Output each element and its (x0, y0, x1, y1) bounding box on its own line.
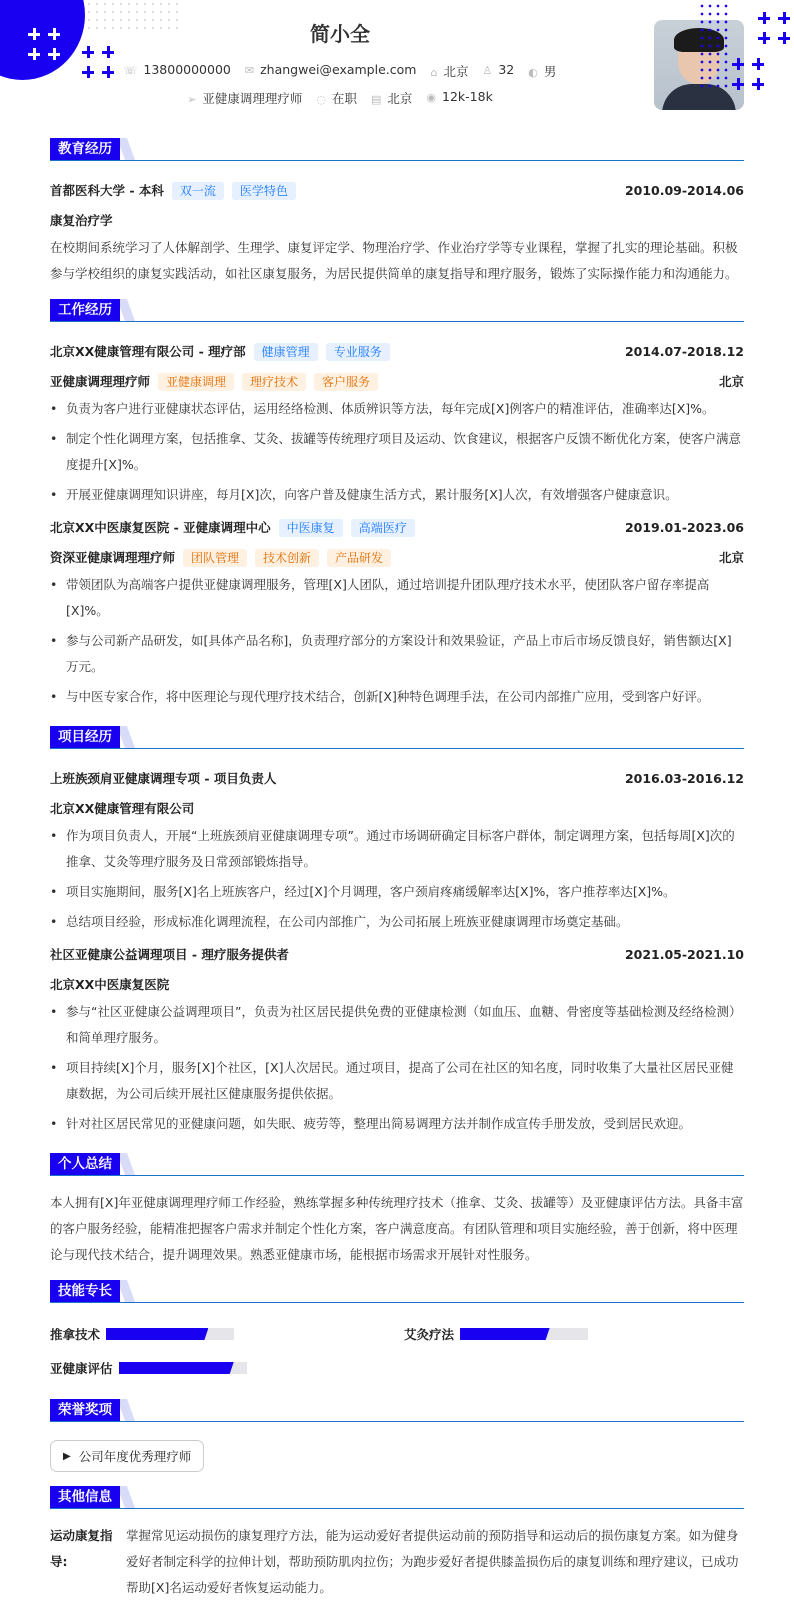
gender: ◐ 男 (528, 64, 557, 79)
project-name: 社区亚健康公益调理项目 - 理疗服务提供者 (50, 947, 289, 962)
coin-icon: ◉ (426, 91, 437, 104)
date: 2010.09-2014.06 (624, 182, 744, 198)
award-label: 公司年度优秀理疗师 (78, 1449, 192, 1464)
project-item (50, 939, 744, 1137)
date: 2019.01-2023.06 (624, 519, 744, 535)
role: 亚健康调理理疗师 (50, 373, 151, 389)
bullet: • 开展亚健康调理知识讲座，每月[X]次，向客户普及健康生活方式，累计服务[X]人次，有效增强客户健康意识。 (50, 482, 744, 508)
tag: 高端医疗 (351, 519, 415, 537)
education-desc: 在校期间系统学习了人体解剖学、生理学、康复评定学、物理治疗学、作业治疗学等专业课程，掌握了扎实的理论基础。积极参与学校组织的康复实践活动，如社区康复服务，为居民提供简单的康复指导和理疗服务，锻炼了实际操作能力和沟通能力。 (50, 240, 738, 281)
home-icon: ⌂ (430, 66, 438, 79)
triangle-icon: ▶ (63, 1450, 71, 1462)
tag: 健康管理 (254, 343, 318, 361)
skill-item (404, 1325, 744, 1343)
skill-item (50, 1359, 390, 1377)
other-text: 掌握常见运动损伤的康复理疗方法，能为运动爱好者提供运动前的预防指导和运动后的损伤康复方案。如为健身爱好者制定科学的拉伸计划，帮助预防肌肉拉伤；为跑步爱好者提供膝盖损伤后的康复训练和理疗建议，已成功帮助[X]名运动爱好者恢复运动能力。 (126, 1528, 739, 1595)
tag: 医学特色 (232, 182, 296, 200)
skill-name: 艾灸疗法 (404, 1327, 455, 1342)
date: 2014.07-2018.12 (624, 343, 744, 359)
tag: 客户服务 (314, 373, 378, 391)
bullet: • 参与公司新产品研发，如[具体产品名称]，负责理疗部分的方案设计和效果验证，产品上市后市场反馈良好，销售额达[X]万元。 (50, 628, 744, 680)
tag: 产品研发 (327, 549, 391, 567)
project-org: 北京XX中医康复医院 (50, 977, 170, 992)
tag: 亚健康调理 (158, 373, 234, 391)
phone: ☏ 13800000000 (123, 62, 231, 77)
plus-decor (758, 12, 792, 46)
tag: 团队管理 (183, 549, 247, 567)
company: 北京XX中医康复医院 - 亚健康调理中心 (50, 519, 271, 535)
job-intent-row (0, 89, 680, 107)
project-item (50, 763, 744, 935)
award-item (50, 1440, 204, 1472)
bullet: • 负责为客户进行亚健康状态评估，运用经络检测、体质辨识等方法，每年完成[X]例客户的精准评估，准确率达[X]%。 (50, 396, 744, 422)
bullet: • 制定个性化调理方案，包括推拿、艾灸、拔罐等传统理疗项目及运动、饮食建议，根据客户反馈不断优化方案，使客户满意度提升[X]%。 (50, 426, 744, 478)
salary: ◉ 12k-18k (426, 89, 493, 104)
city: ▤ 北京 (371, 91, 413, 106)
skill-fill (460, 1328, 550, 1340)
mail-icon: ✉ (244, 64, 255, 77)
status-icon: ◌ (316, 93, 326, 106)
date: 2021.05-2021.10 (624, 946, 744, 962)
candidate-name: 简小全 (310, 22, 370, 46)
skill-name: 推拿技术 (50, 1327, 101, 1342)
other-item (50, 1523, 744, 1601)
resume-body (50, 138, 744, 1601)
work-item (50, 512, 744, 710)
work-item (50, 336, 744, 508)
skill-bar (460, 1328, 588, 1340)
section-skills: 技能专长 (50, 1280, 744, 1303)
company: 北京XX健康管理有限公司 - 理疗部 (50, 343, 246, 359)
bullet: • 参与“社区亚健康公益调理项目”，负责为社区居民提供免费的亚健康检测（如血压、血糖、骨密度等基础检测及经络检测）和简单理疗服务。 (50, 999, 744, 1051)
skill-bar (119, 1362, 247, 1374)
section-work: 工作经历 (50, 299, 744, 322)
dot-pattern (698, 2, 730, 92)
age: ♙ 32 (482, 62, 515, 77)
major: 康复治疗学 (50, 213, 113, 228)
position: ➢ 亚健康调理理疗师 (187, 91, 303, 106)
date: 2016.03-2016.12 (624, 770, 744, 786)
bullet: • 针对社区居民常见的亚健康问题，如失眠、疲劳等，整理出简易调理方法并制作成宣传手册发放，受到居民欢迎。 (50, 1111, 744, 1137)
skill-fill (106, 1328, 208, 1340)
school: 首都医科大学 - 本科 (50, 182, 164, 198)
email: ✉ zhangwei@example.com (244, 62, 417, 77)
city: 北京 (718, 374, 744, 389)
bullet: • 项目持续[X]个月，服务[X]个社区，[X]人次居民。通过项目，提高了公司在社区的知名度，同时收集了大量社区居民亚健康数据，为公司后续开展社区健康服务提供依据。 (50, 1055, 744, 1107)
section-awards: 荣誉奖项 (50, 1399, 744, 1422)
project-org: 北京XX健康管理有限公司 (50, 801, 195, 816)
skill-fill (119, 1362, 234, 1374)
gender-icon: ◐ (528, 66, 538, 79)
section-summary: 个人总结 (50, 1153, 744, 1176)
tag: 专业服务 (326, 343, 390, 361)
status: ◌ 在职 (316, 91, 357, 106)
bullet: • 与中医专家合作，将中医理论与现代理疗技术结合，创新[X]种特色调理手法，在公司内部推广应用，受到客户好评。 (50, 684, 744, 710)
section-education: 教育经历 (50, 138, 744, 161)
tag: 技术创新 (255, 549, 319, 567)
cake-icon: ♙ (482, 64, 493, 77)
section-other: 其他信息 (50, 1486, 744, 1509)
phone-icon: ☏ (123, 64, 138, 77)
role: 资深亚健康调理理疗师 (50, 549, 176, 565)
bullet: • 项目实施期间，服务[X]名上班族客户，经过[X]个月调理，客户颈肩疼痛缓解率达[X]%，客户推荐率达[X]%。 (50, 879, 744, 905)
building-icon: ▤ (371, 93, 382, 106)
city: 北京 (718, 550, 744, 565)
send-icon: ➢ (187, 93, 197, 106)
tag: 双一流 (172, 182, 224, 200)
tag: 理疗技术 (242, 373, 306, 391)
bullet: • 带领团队为高端客户提供亚健康调理服务，管理[X]人团队，通过培训提升团队理疗技术水平，使团队客户留存率提高[X]%。 (50, 572, 744, 624)
bullet: • 作为项目负责人，开展“上班族颈肩亚健康调理专项”。通过市场调研确定目标客户群体，制定调理方案，包括每周[X]次的推拿、艾灸等理疗服务及日常颈部锻炼指导。 (50, 823, 744, 875)
contact-row (0, 62, 680, 80)
section-projects: 项目经历 (50, 726, 744, 749)
skill-bar (106, 1328, 234, 1340)
skill-item (50, 1325, 390, 1343)
location: ⌂ 北京 (430, 64, 469, 79)
bullet: • 总结项目经验，形成标准化调理流程，在公司内部推广，为公司拓展上班族亚健康调理市场奠定基础。 (50, 909, 744, 935)
summary-text: 本人拥有[X]年亚健康调理理疗师工作经验，熟练掌握多种传统理疗技术（推拿、艾灸、拔罐等）及亚健康评估方法。具备丰富的客户服务经验，能精准把握客户需求并制定个性化方案，客户满意度高。有团队管理和项目实施经验，善于创新，将中医理论与现代技术结合，提升调理效果。熟悉亚健康市场，能根据市场需求开展针对性服务。 (50, 1195, 744, 1262)
tag: 中医康复 (279, 519, 343, 537)
project-name: 上班族颈肩亚健康调理专项 - 项目负责人 (50, 771, 277, 786)
other-label: 运动康复指导: (50, 1528, 113, 1569)
skill-name: 亚健康评估 (50, 1361, 113, 1376)
plus-decor (732, 58, 766, 92)
